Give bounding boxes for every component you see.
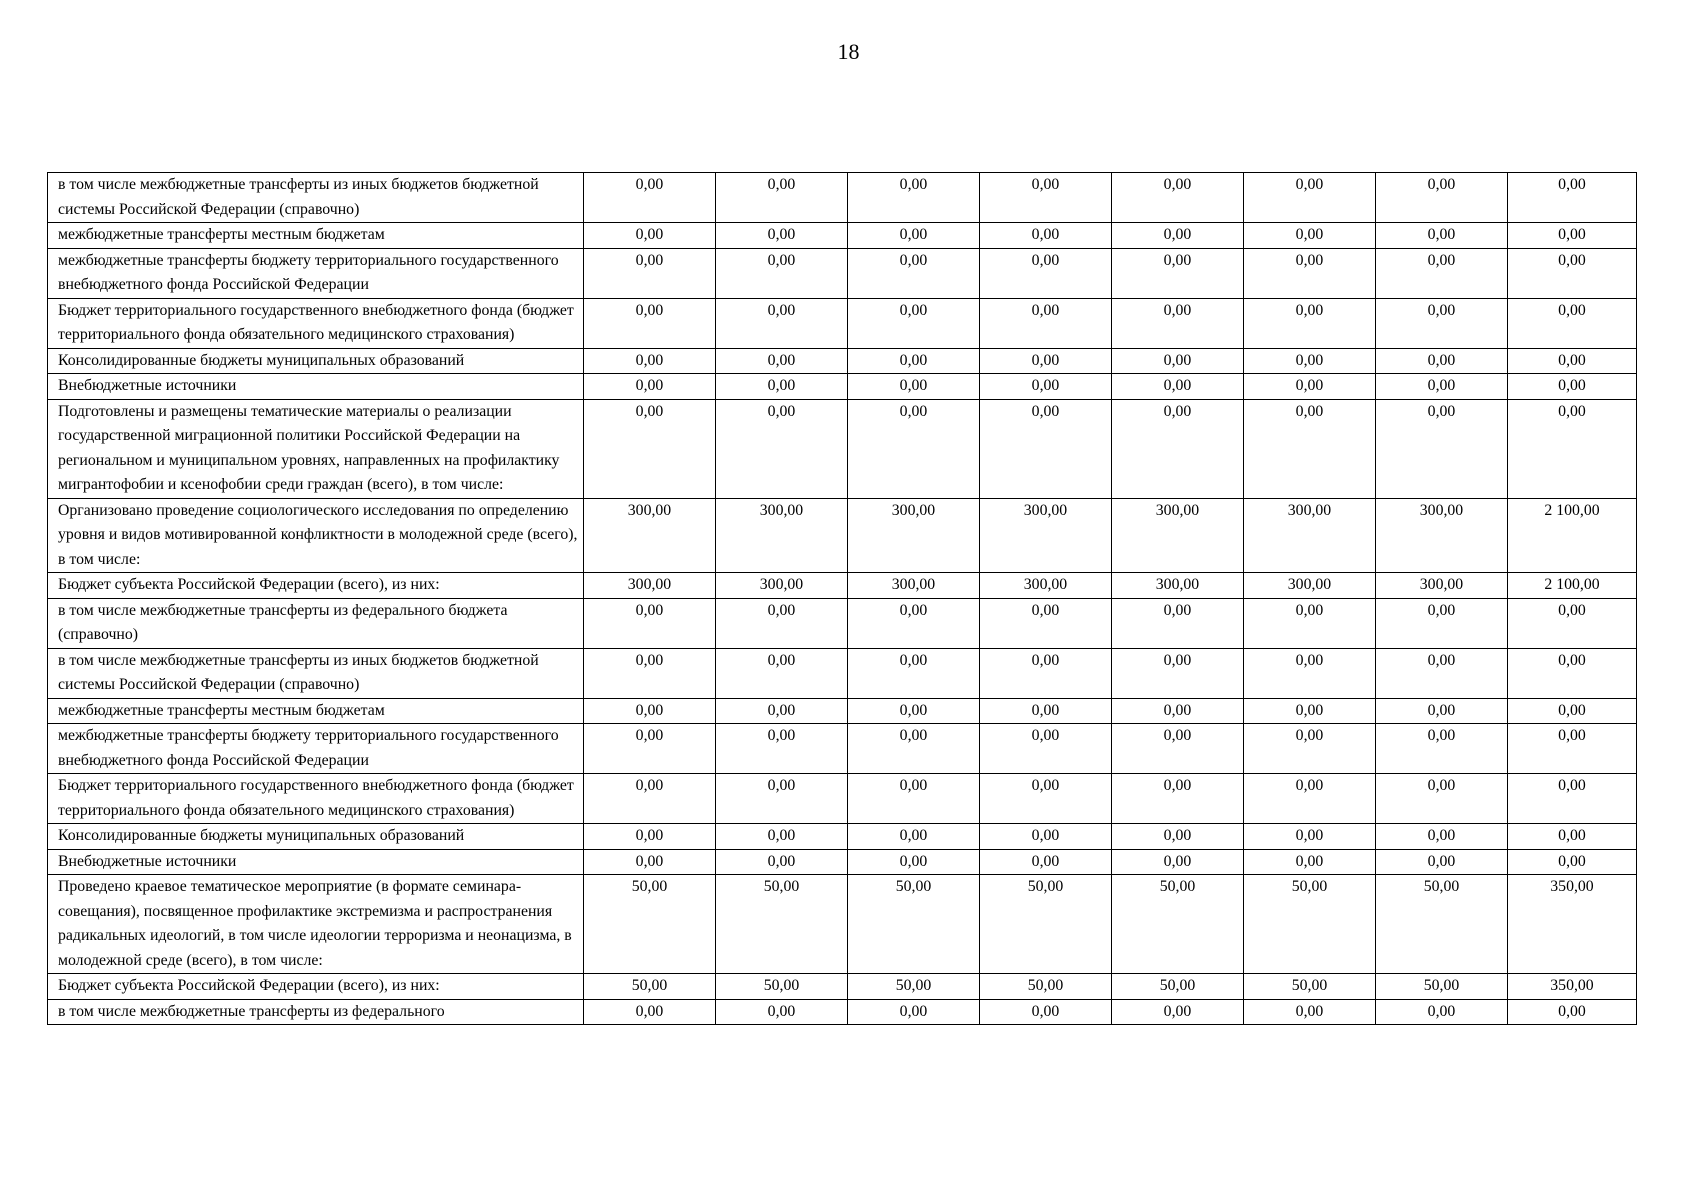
value-cell: 0,00	[716, 348, 848, 374]
row-label-cell: Консолидированные бюджеты муниципальных образований	[48, 348, 584, 374]
value-cell: 50,00	[1112, 875, 1244, 974]
value-cell: 0,00	[1508, 173, 1637, 223]
value-cell: 0,00	[716, 774, 848, 824]
table-row	[48, 875, 1637, 974]
value-cell: 0,00	[1244, 698, 1376, 724]
value-cell: 0,00	[1112, 223, 1244, 249]
value-cell: 0,00	[1376, 999, 1508, 1025]
value-cell: 0,00	[1376, 648, 1508, 698]
value-cell: 0,00	[1244, 648, 1376, 698]
row-label-cell: Консолидированные бюджеты муниципальных образований	[48, 824, 584, 850]
value-cell: 50,00	[848, 974, 980, 1000]
table-row	[48, 173, 1637, 223]
row-label-cell: Внебюджетные источники	[48, 849, 584, 875]
value-cell: 0,00	[584, 999, 716, 1025]
table-row	[48, 223, 1637, 249]
value-cell: 50,00	[716, 875, 848, 974]
value-cell: 0,00	[980, 374, 1112, 400]
value-cell: 0,00	[584, 399, 716, 498]
value-cell: 0,00	[1244, 399, 1376, 498]
value-cell: 300,00	[1244, 498, 1376, 573]
value-cell: 0,00	[1112, 648, 1244, 698]
table-row	[48, 824, 1637, 850]
table-row	[48, 648, 1637, 698]
value-cell: 350,00	[1508, 974, 1637, 1000]
value-cell: 0,00	[1112, 999, 1244, 1025]
value-cell: 300,00	[716, 573, 848, 599]
row-label-cell: Организовано проведение социологического исследования по определению уровня и видов мотивированной конфликтности в молодежной среде (всего), в том числе:	[48, 498, 584, 573]
row-label-cell: в том числе межбюджетные трансферты из иных бюджетов бюджетной системы Российской Федерации (справочно)	[48, 648, 584, 698]
value-cell: 0,00	[1244, 824, 1376, 850]
value-cell: 0,00	[1244, 999, 1376, 1025]
value-cell: 0,00	[848, 374, 980, 400]
value-cell: 0,00	[584, 774, 716, 824]
value-cell: 300,00	[1244, 573, 1376, 599]
value-cell: 0,00	[1244, 223, 1376, 249]
value-cell: 0,00	[716, 248, 848, 298]
value-cell: 0,00	[1112, 348, 1244, 374]
budget-table	[47, 172, 1637, 1025]
value-cell: 0,00	[584, 849, 716, 875]
value-cell: 0,00	[584, 348, 716, 374]
value-cell: 0,00	[1112, 248, 1244, 298]
value-cell: 0,00	[716, 598, 848, 648]
table-row	[48, 399, 1637, 498]
value-cell: 0,00	[1376, 374, 1508, 400]
table-row	[48, 298, 1637, 348]
value-cell: 0,00	[1244, 849, 1376, 875]
value-cell: 0,00	[1508, 374, 1637, 400]
value-cell: 0,00	[584, 223, 716, 249]
value-cell: 0,00	[584, 824, 716, 850]
value-cell: 0,00	[848, 999, 980, 1025]
value-cell: 300,00	[716, 498, 848, 573]
value-cell: 50,00	[1376, 974, 1508, 1000]
value-cell: 0,00	[1112, 724, 1244, 774]
value-cell: 0,00	[1508, 399, 1637, 498]
value-cell: 0,00	[1508, 298, 1637, 348]
value-cell: 0,00	[1244, 724, 1376, 774]
row-label-cell: Бюджет территориального государственного внебюджетного фонда (бюджет территориального фонда обязательного медицинского страхования)	[48, 298, 584, 348]
value-cell: 0,00	[716, 648, 848, 698]
value-cell: 0,00	[848, 724, 980, 774]
value-cell: 50,00	[1244, 875, 1376, 974]
value-cell: 300,00	[1376, 573, 1508, 599]
row-label-cell: Проведено краевое тематическое мероприятие (в формате семинара-совещания), посвященное профилактике экстремизма и распространения радикальных идеологий, в том числе идеологии терроризма и неонацизма, в молодежной среде (всего), в том числе:	[48, 875, 584, 974]
value-cell: 0,00	[980, 223, 1112, 249]
value-cell: 0,00	[584, 173, 716, 223]
value-cell: 300,00	[1112, 573, 1244, 599]
row-label-cell: межбюджетные трансферты бюджету территориального государственного внебюджетного фонда Российской Федерации	[48, 248, 584, 298]
value-cell: 0,00	[848, 824, 980, 850]
value-cell: 0,00	[848, 648, 980, 698]
value-cell: 300,00	[1112, 498, 1244, 573]
value-cell: 0,00	[1244, 774, 1376, 824]
value-cell: 0,00	[716, 824, 848, 850]
value-cell: 0,00	[584, 598, 716, 648]
value-cell: 0,00	[848, 298, 980, 348]
value-cell: 0,00	[584, 298, 716, 348]
value-cell: 50,00	[980, 974, 1112, 1000]
table-row	[48, 348, 1637, 374]
table-row	[48, 573, 1637, 599]
value-cell: 0,00	[1508, 698, 1637, 724]
value-cell: 0,00	[980, 399, 1112, 498]
value-cell: 0,00	[1244, 348, 1376, 374]
value-cell: 0,00	[1508, 348, 1637, 374]
value-cell: 0,00	[716, 724, 848, 774]
value-cell: 0,00	[1508, 824, 1637, 850]
value-cell: 0,00	[980, 248, 1112, 298]
value-cell: 0,00	[980, 724, 1112, 774]
value-cell: 0,00	[584, 698, 716, 724]
row-label-cell: Подготовлены и размещены тематические материалы о реализации государственной миграционной политики Российской Федерации на региональном и муниципальном уровнях, направленных на профилактику мигрантофобии и ксенофобии среди граждан (всего), в том числе:	[48, 399, 584, 498]
value-cell: 50,00	[1112, 974, 1244, 1000]
value-cell: 0,00	[1244, 248, 1376, 298]
value-cell: 0,00	[1112, 298, 1244, 348]
value-cell: 0,00	[1244, 298, 1376, 348]
value-cell: 0,00	[716, 298, 848, 348]
table-row	[48, 698, 1637, 724]
value-cell: 0,00	[848, 598, 980, 648]
value-cell: 0,00	[980, 173, 1112, 223]
value-cell: 0,00	[980, 698, 1112, 724]
value-cell: 0,00	[1244, 173, 1376, 223]
value-cell: 0,00	[716, 223, 848, 249]
value-cell: 0,00	[716, 698, 848, 724]
value-cell: 0,00	[848, 774, 980, 824]
value-cell: 0,00	[584, 374, 716, 400]
value-cell: 50,00	[584, 974, 716, 1000]
value-cell: 0,00	[1508, 223, 1637, 249]
value-cell: 0,00	[980, 648, 1112, 698]
value-cell: 50,00	[584, 875, 716, 974]
table-row	[48, 999, 1637, 1025]
row-label-cell: межбюджетные трансферты местным бюджетам	[48, 223, 584, 249]
value-cell: 0,00	[1376, 824, 1508, 850]
value-cell: 0,00	[1112, 849, 1244, 875]
value-cell: 0,00	[848, 223, 980, 249]
value-cell: 300,00	[848, 573, 980, 599]
value-cell: 0,00	[980, 348, 1112, 374]
row-label-cell: межбюджетные трансферты местным бюджетам	[48, 698, 584, 724]
budget-table-body	[48, 173, 1637, 1025]
value-cell: 0,00	[980, 774, 1112, 824]
value-cell: 300,00	[584, 573, 716, 599]
value-cell: 0,00	[584, 248, 716, 298]
value-cell: 2 100,00	[1508, 498, 1637, 573]
row-label-cell: в том числе межбюджетные трансферты из иных бюджетов бюджетной системы Российской Федерации (справочно)	[48, 173, 584, 223]
value-cell: 0,00	[584, 648, 716, 698]
value-cell: 0,00	[716, 173, 848, 223]
table-row	[48, 248, 1637, 298]
value-cell: 0,00	[1376, 173, 1508, 223]
value-cell: 0,00	[1376, 698, 1508, 724]
value-cell: 50,00	[980, 875, 1112, 974]
value-cell: 0,00	[1112, 374, 1244, 400]
row-label-cell: межбюджетные трансферты бюджету территориального государственного внебюджетного фонда Российской Федерации	[48, 724, 584, 774]
value-cell: 0,00	[584, 724, 716, 774]
value-cell: 0,00	[1376, 724, 1508, 774]
value-cell: 0,00	[1508, 774, 1637, 824]
row-label-cell: в том числе межбюджетные трансферты из федерального бюджета (справочно)	[48, 598, 584, 648]
value-cell: 0,00	[1244, 598, 1376, 648]
value-cell: 0,00	[1112, 824, 1244, 850]
value-cell: 0,00	[1244, 374, 1376, 400]
table-row	[48, 498, 1637, 573]
value-cell: 50,00	[1376, 875, 1508, 974]
value-cell: 0,00	[1508, 248, 1637, 298]
value-cell: 50,00	[848, 875, 980, 974]
value-cell: 0,00	[1376, 849, 1508, 875]
value-cell: 0,00	[716, 849, 848, 875]
value-cell: 0,00	[1376, 298, 1508, 348]
value-cell: 0,00	[1376, 348, 1508, 374]
value-cell: 0,00	[848, 348, 980, 374]
value-cell: 0,00	[1376, 399, 1508, 498]
value-cell: 0,00	[1376, 598, 1508, 648]
value-cell: 0,00	[848, 698, 980, 724]
value-cell: 0,00	[1112, 598, 1244, 648]
table-row	[48, 374, 1637, 400]
value-cell: 300,00	[584, 498, 716, 573]
value-cell: 0,00	[848, 399, 980, 498]
value-cell: 0,00	[980, 824, 1112, 850]
value-cell: 0,00	[1508, 849, 1637, 875]
table-row	[48, 724, 1637, 774]
value-cell: 300,00	[980, 498, 1112, 573]
value-cell: 0,00	[980, 298, 1112, 348]
value-cell: 0,00	[1112, 399, 1244, 498]
value-cell: 0,00	[980, 598, 1112, 648]
page-number: 18	[837, 39, 860, 64]
value-cell: 0,00	[1508, 648, 1637, 698]
value-cell: 0,00	[1112, 698, 1244, 724]
value-cell: 0,00	[716, 399, 848, 498]
value-cell: 300,00	[980, 573, 1112, 599]
value-cell: 0,00	[848, 849, 980, 875]
value-cell: 0,00	[980, 849, 1112, 875]
row-label-cell: Бюджет субъекта Российской Федерации (всего), из них:	[48, 974, 584, 1000]
table-row	[48, 598, 1637, 648]
value-cell: 50,00	[1244, 974, 1376, 1000]
table-row	[48, 974, 1637, 1000]
value-cell: 300,00	[848, 498, 980, 573]
value-cell: 0,00	[1508, 724, 1637, 774]
value-cell: 50,00	[716, 974, 848, 1000]
value-cell: 350,00	[1508, 875, 1637, 974]
table-row	[48, 774, 1637, 824]
value-cell: 0,00	[848, 248, 980, 298]
row-label-cell: Бюджет субъекта Российской Федерации (всего), из них:	[48, 573, 584, 599]
value-cell: 0,00	[1376, 774, 1508, 824]
row-label-cell: Внебюджетные источники	[48, 374, 584, 400]
row-label-cell: Бюджет территориального государственного внебюджетного фонда (бюджет территориального фонда обязательного медицинского страхования)	[48, 774, 584, 824]
value-cell: 0,00	[716, 999, 848, 1025]
value-cell: 0,00	[1112, 774, 1244, 824]
value-cell: 0,00	[980, 999, 1112, 1025]
value-cell: 0,00	[1508, 598, 1637, 648]
value-cell: 0,00	[1112, 173, 1244, 223]
value-cell: 0,00	[1376, 223, 1508, 249]
value-cell: 0,00	[1508, 999, 1637, 1025]
value-cell: 0,00	[716, 374, 848, 400]
value-cell: 300,00	[1376, 498, 1508, 573]
value-cell: 0,00	[848, 173, 980, 223]
value-cell: 0,00	[1376, 248, 1508, 298]
value-cell: 2 100,00	[1508, 573, 1637, 599]
table-row	[48, 849, 1637, 875]
row-label-cell: в том числе межбюджетные трансферты из федерального	[48, 999, 584, 1025]
